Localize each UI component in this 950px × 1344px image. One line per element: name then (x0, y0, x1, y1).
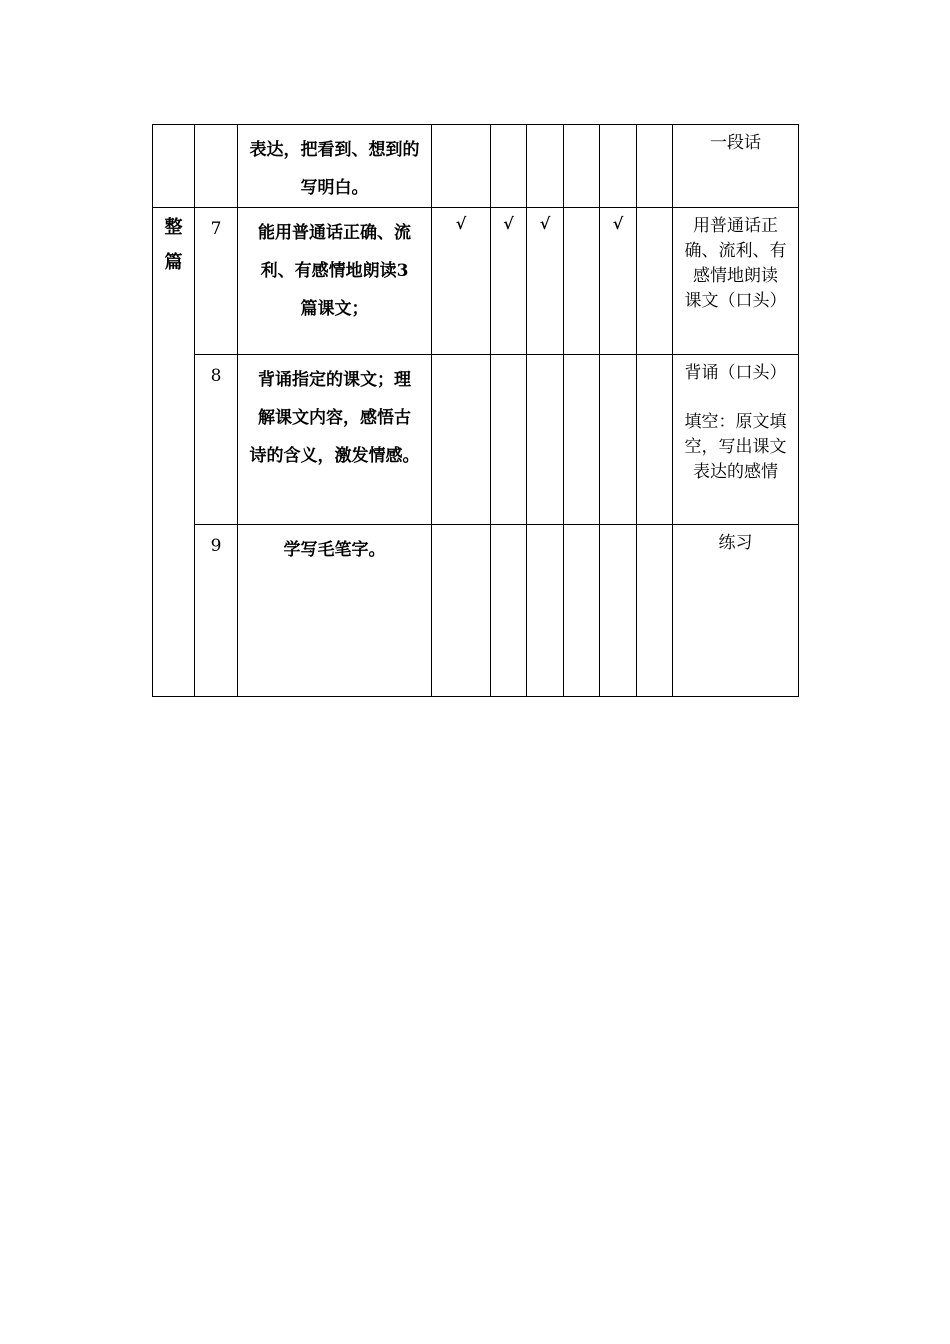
evaluation-line: 感情地朗读 (693, 266, 778, 286)
evaluation-line: 填空：原文填 (684, 412, 787, 432)
mark-cell (527, 525, 564, 697)
mark-cell (637, 125, 673, 208)
mark-cell (600, 525, 637, 697)
objective-line: 表达，把看到、想到的 (249, 140, 420, 160)
row-number: 9 (195, 525, 238, 697)
category-char: 篇 (164, 252, 183, 273)
objective-cell (238, 208, 432, 355)
category-cell-empty (153, 125, 195, 208)
objective-line: 诗的含义，激发情感。 (249, 446, 420, 466)
mark-cell (432, 525, 491, 697)
mark-cell (432, 355, 491, 525)
check-mark-cell: √ (600, 208, 637, 355)
objective-line: 写明白。 (300, 178, 369, 198)
objective-cell (238, 525, 432, 697)
objective-line: 能用普通话正确、流 (258, 223, 411, 243)
mark-cell (564, 525, 600, 697)
mark-cell (527, 355, 564, 525)
mark-cell (600, 125, 637, 208)
mark-cell (637, 525, 673, 697)
row-number: 7 (195, 208, 238, 355)
objective-line: 篇课文； (300, 299, 369, 319)
mark-cell (491, 355, 527, 525)
row-number: 8 (195, 355, 238, 525)
evaluation-line: 确、流利、有 (684, 241, 787, 261)
mark-cell (491, 525, 527, 697)
mark-cell (491, 125, 527, 208)
mark-cell (432, 125, 491, 208)
number-cell-empty (195, 125, 238, 208)
check-mark-cell: √ (432, 208, 491, 355)
evaluation-cell (673, 355, 799, 525)
objective-cell (238, 355, 432, 525)
evaluation-line: 课文（口头） (684, 291, 787, 311)
evaluation-line: 背诵（口头） (684, 363, 787, 383)
check-mark-cell (564, 208, 600, 355)
evaluation-cell (673, 208, 799, 355)
mark-cell (600, 355, 637, 525)
evaluation-line: 练习 (718, 533, 753, 553)
mark-cell (564, 125, 600, 208)
table-row-7 (153, 208, 799, 355)
check-mark-cell: √ (491, 208, 527, 355)
evaluation-line: 一段话 (710, 133, 761, 153)
table-row-9 (153, 525, 799, 697)
mark-cell (564, 355, 600, 525)
mark-cell (637, 355, 673, 525)
objective-line: 背诵指定的课文；理 (258, 370, 411, 390)
evaluation-line: 空，写出课文 (684, 437, 787, 457)
evaluation-line: 用普通话正 (693, 216, 778, 236)
table-row-8 (153, 355, 799, 525)
objective-cell (238, 125, 432, 208)
table-row-continued (153, 125, 799, 208)
category-char: 整 (164, 217, 183, 238)
assessment-table (152, 124, 799, 697)
evaluation-line: 表达的感情 (693, 462, 778, 482)
objective-line: 解课文内容，感悟古 (258, 408, 411, 428)
check-mark-cell: √ (527, 208, 564, 355)
evaluation-cell (673, 525, 799, 697)
objective-line: 利、有感情地朗读3 (260, 261, 409, 281)
check-mark-cell (637, 208, 673, 355)
objective-line: 学写毛笔字。 (283, 540, 386, 560)
mark-cell (527, 125, 564, 208)
evaluation-cell (673, 125, 799, 208)
category-cell-whole (153, 208, 195, 697)
